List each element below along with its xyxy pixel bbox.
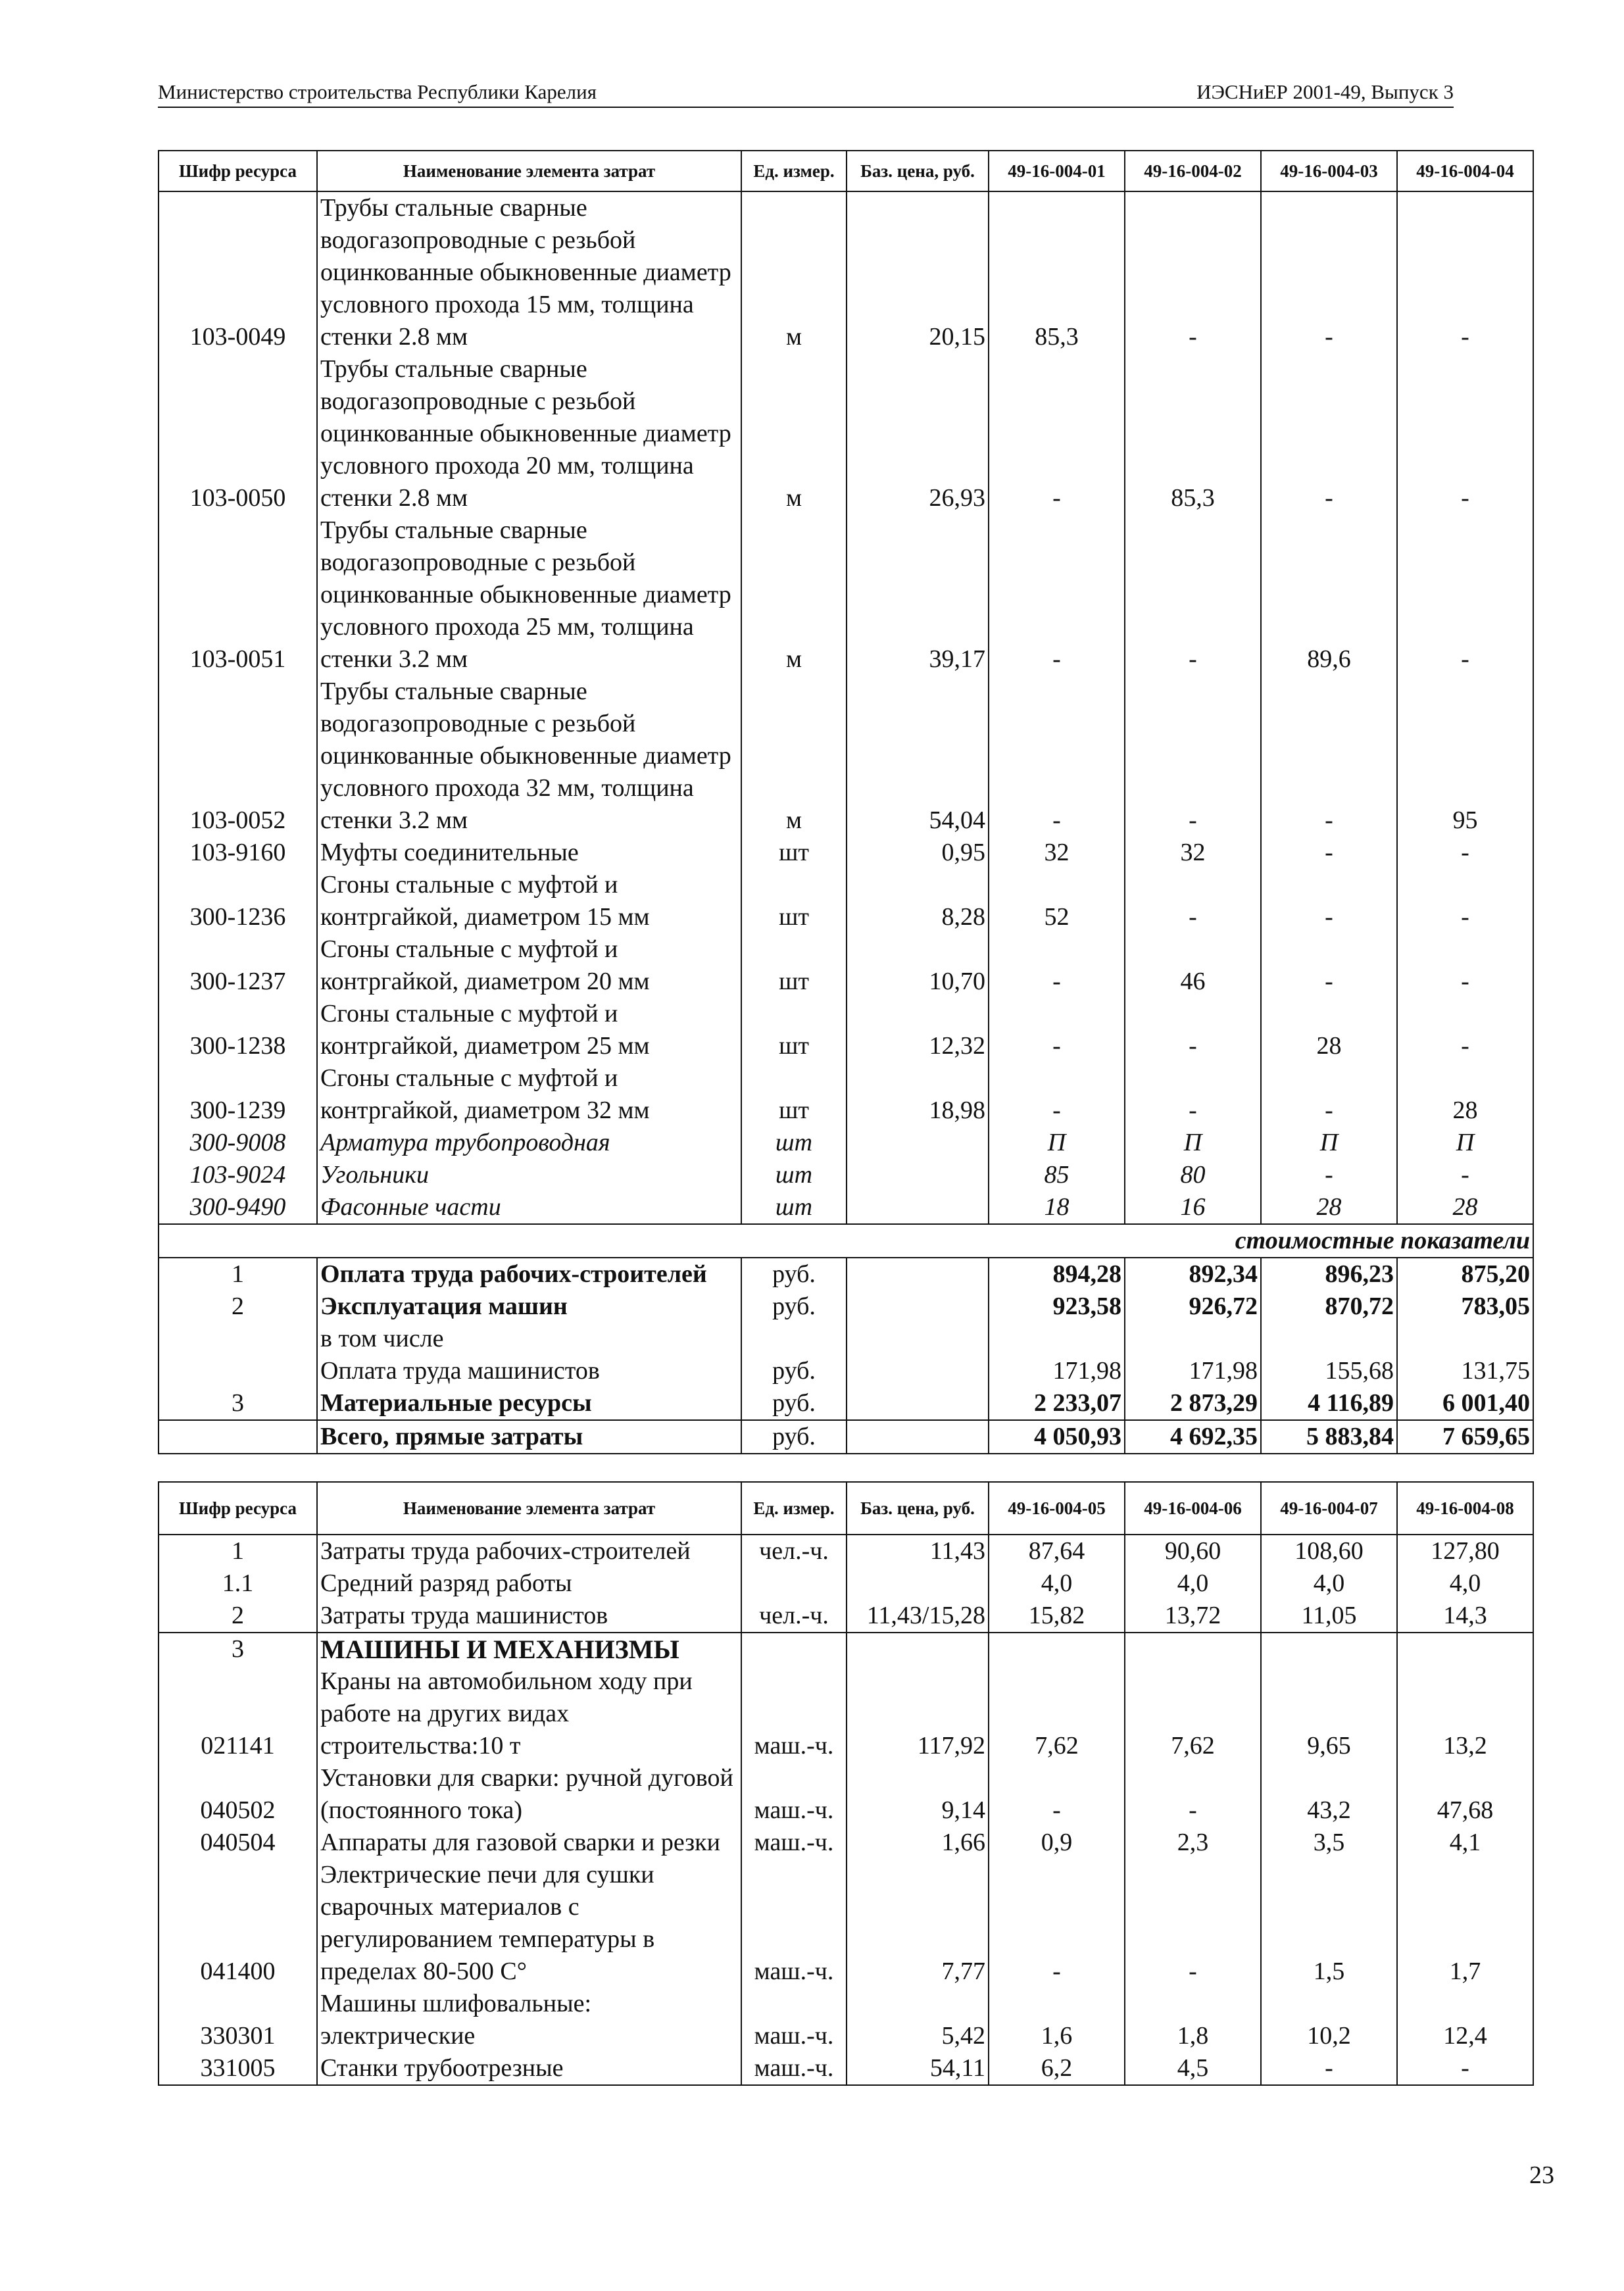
unit-of-measure: маш.-ч. xyxy=(741,1762,847,1827)
norm-value: 1,6 xyxy=(989,1988,1125,2052)
norm-value: 108,60 xyxy=(1261,1535,1397,1567)
empty-cell xyxy=(989,1633,1125,1665)
norm-value: - xyxy=(1397,869,1533,933)
norm-value: 4,5 xyxy=(1125,2052,1261,2085)
col-header: 49-16-004-08 xyxy=(1397,1482,1533,1535)
table-row xyxy=(159,1827,1533,1859)
cost-element-name: Установки для сварки: ручной дуговой (постоянного тока) xyxy=(317,1762,741,1827)
table-row xyxy=(159,1988,1533,2052)
norm-value: 2 873,29 xyxy=(1125,1387,1261,1420)
norm-value: 10,2 xyxy=(1261,1988,1397,2052)
norm-value: - xyxy=(1397,2052,1533,2085)
table-row xyxy=(159,1567,1533,1600)
norm-value: 4,0 xyxy=(989,1567,1125,1600)
unit-of-measure: шт xyxy=(741,869,847,933)
norm-value: 7 659,65 xyxy=(1397,1420,1533,1454)
norm-value: 13,72 xyxy=(1125,1600,1261,1633)
norm-value xyxy=(1125,1323,1261,1355)
norm-value: - xyxy=(1125,191,1261,353)
norm-value: 85 xyxy=(989,1159,1125,1191)
resource-code: 103-9024 xyxy=(159,1159,317,1191)
norm-value: - xyxy=(1125,869,1261,933)
base-price: 11,43 xyxy=(847,1535,989,1567)
resource-code: 300-1236 xyxy=(159,869,317,933)
norm-value: 155,68 xyxy=(1261,1355,1397,1387)
norm-value: 5 883,84 xyxy=(1261,1420,1397,1454)
base-price: 54,04 xyxy=(847,676,989,837)
norm-value: 16 xyxy=(1125,1191,1261,1224)
cost-element-name: Угольники xyxy=(317,1159,741,1191)
norm-value: 896,23 xyxy=(1261,1258,1397,1291)
norm-value: - xyxy=(1261,353,1397,514)
cost-element-name: Арматура трубопроводная xyxy=(317,1127,741,1159)
resource-code: 103-9160 xyxy=(159,837,317,869)
norm-value: 4 692,35 xyxy=(1125,1420,1261,1454)
norm-value: 6,2 xyxy=(989,2052,1125,2085)
norm-value: - xyxy=(1261,837,1397,869)
cost-indicators-caption-row xyxy=(159,1224,1533,1258)
base-price: 10,70 xyxy=(847,933,989,998)
norm-value: 875,20 xyxy=(1397,1258,1533,1291)
resource-code: 021141 xyxy=(159,1665,317,1762)
cost-element-name: Аппараты для газовой сварки и резки xyxy=(317,1827,741,1859)
cost-element-name: Краны на автомобильном ходу при работе на других видах строительства:10 т xyxy=(317,1665,741,1762)
empty-cell xyxy=(1125,1633,1261,1665)
unit-of-measure xyxy=(741,1567,847,1600)
section-title: МАШИНЫ И МЕХАНИЗМЫ xyxy=(317,1633,741,1665)
norm-value: - xyxy=(1125,676,1261,837)
norm-value: 4,0 xyxy=(1125,1567,1261,1600)
empty-cell xyxy=(1397,1633,1533,1665)
norm-value: - xyxy=(1261,869,1397,933)
unit-of-measure: руб. xyxy=(741,1387,847,1420)
resource-code: 040504 xyxy=(159,1827,317,1859)
unit-of-measure: чел.-ч. xyxy=(741,1600,847,1633)
col-header: 49-16-004-03 xyxy=(1261,151,1397,191)
cost-element-name: Оплата труда машинистов xyxy=(317,1355,741,1387)
unit-of-measure: чел.-ч. xyxy=(741,1535,847,1567)
resource-table-1 xyxy=(158,150,1534,1454)
resource-code: 2 xyxy=(159,1291,317,1323)
cost-element-name: Всего, прямые затраты xyxy=(317,1420,741,1454)
norm-value: - xyxy=(1397,933,1533,998)
col-header: 49-16-004-02 xyxy=(1125,151,1261,191)
page-number: 23 xyxy=(1529,2161,1554,2189)
table-row xyxy=(159,1291,1533,1323)
unit-of-measure: шт xyxy=(741,1127,847,1159)
norm-value xyxy=(989,1323,1125,1355)
col-header: Ед. измер. xyxy=(741,151,847,191)
norm-value: 4,1 xyxy=(1397,1827,1533,1859)
norm-value: - xyxy=(1125,1062,1261,1127)
norm-value: П xyxy=(1261,1127,1397,1159)
norm-value: 923,58 xyxy=(989,1291,1125,1323)
norm-value: - xyxy=(1261,1062,1397,1127)
table-row xyxy=(159,1665,1533,1762)
norm-value: 1,5 xyxy=(1261,1859,1397,1988)
norm-value: 0,9 xyxy=(989,1827,1125,1859)
cost-element-name: Машины шлифовальные: электрические xyxy=(317,1988,741,2052)
resource-code: 040502 xyxy=(159,1762,317,1827)
resource-code: 2 xyxy=(159,1600,317,1633)
unit-of-measure: шт xyxy=(741,1062,847,1127)
base-price: 5,42 xyxy=(847,1988,989,2052)
table-row xyxy=(159,1355,1533,1387)
unit-of-measure xyxy=(741,1323,847,1355)
norm-value xyxy=(1397,1323,1533,1355)
unit-of-measure: маш.-ч. xyxy=(741,1665,847,1762)
ministry-title: Министерство строительства Республики Карелия xyxy=(158,80,597,103)
resource-code: 300-1238 xyxy=(159,998,317,1062)
col-header: Наименование элемента затрат xyxy=(317,151,741,191)
norm-value: - xyxy=(1261,676,1397,837)
norm-value: 12,4 xyxy=(1397,1988,1533,2052)
unit-of-measure: руб. xyxy=(741,1420,847,1454)
norm-value: П xyxy=(1125,1127,1261,1159)
norm-value: - xyxy=(989,1859,1125,1988)
cost-indicators-caption: стоимостные показатели xyxy=(159,1224,1533,1258)
base-price: 9,14 xyxy=(847,1762,989,1827)
norm-value: - xyxy=(1125,1859,1261,1988)
norm-value: 4,0 xyxy=(1397,1567,1533,1600)
norm-value: 11,05 xyxy=(1261,1600,1397,1633)
norm-value: 4 116,89 xyxy=(1261,1387,1397,1420)
resource-code: 331005 xyxy=(159,2052,317,2085)
table-header-row xyxy=(159,151,1533,191)
norm-value: - xyxy=(1397,191,1533,353)
resource-code: 300-9008 xyxy=(159,1127,317,1159)
empty-cell xyxy=(847,1633,989,1665)
base-price: 20,15 xyxy=(847,191,989,353)
empty-cell xyxy=(741,1633,847,1665)
norm-value: 47,68 xyxy=(1397,1762,1533,1827)
norm-value: 7,62 xyxy=(1125,1665,1261,1762)
unit-of-measure: шт xyxy=(741,933,847,998)
col-header: Баз. цена, руб. xyxy=(847,1482,989,1535)
cost-element-name: Затраты труда рабочих-строителей xyxy=(317,1535,741,1567)
base-price xyxy=(847,1420,989,1454)
norm-value: 9,65 xyxy=(1261,1665,1397,1762)
resource-code: 041400 xyxy=(159,1859,317,1988)
table-row xyxy=(159,1420,1533,1454)
norm-value: 892,34 xyxy=(1125,1258,1261,1291)
resource-code xyxy=(159,1420,317,1454)
norm-value: - xyxy=(1261,933,1397,998)
base-price xyxy=(847,1258,989,1291)
table-row xyxy=(159,191,1533,353)
unit-of-measure: руб. xyxy=(741,1355,847,1387)
norm-value: 4 050,93 xyxy=(989,1420,1125,1454)
unit-of-measure: шт xyxy=(741,1191,847,1224)
col-header: 49-16-004-05 xyxy=(989,1482,1125,1535)
base-price: 1,66 xyxy=(847,1827,989,1859)
norm-value: 28 xyxy=(1397,1062,1533,1127)
resource-code: 103-0051 xyxy=(159,514,317,676)
base-price xyxy=(847,1159,989,1191)
cost-element-name: в том числе xyxy=(317,1323,741,1355)
table-row xyxy=(159,998,1533,1062)
norm-value: 2,3 xyxy=(1125,1827,1261,1859)
norm-value: 3,5 xyxy=(1261,1827,1397,1859)
norm-value: 46 xyxy=(1125,933,1261,998)
unit-of-measure: м xyxy=(741,191,847,353)
norm-value: - xyxy=(1261,2052,1397,2085)
col-header: 49-16-004-06 xyxy=(1125,1482,1261,1535)
col-header: Наименование элемента затрат xyxy=(317,1482,741,1535)
cost-element-name: Сгоны стальные с муфтой и контргайкой, диаметром 32 мм xyxy=(317,1062,741,1127)
norm-value: 7,62 xyxy=(989,1665,1125,1762)
norm-value: 6 001,40 xyxy=(1397,1387,1533,1420)
norm-value: П xyxy=(989,1127,1125,1159)
table-row xyxy=(159,933,1533,998)
section-row xyxy=(159,1633,1533,1665)
unit-of-measure: шт xyxy=(741,998,847,1062)
norm-value: 28 xyxy=(1261,998,1397,1062)
base-price: 7,77 xyxy=(847,1859,989,1988)
table-row xyxy=(159,1258,1533,1291)
norm-value: 2 233,07 xyxy=(989,1387,1125,1420)
norm-value: 28 xyxy=(1397,1191,1533,1224)
norm-value: 131,75 xyxy=(1397,1355,1533,1387)
cost-element-name: Материальные ресурсы xyxy=(317,1387,741,1420)
table-row xyxy=(159,353,1533,514)
col-header: 49-16-004-01 xyxy=(989,151,1125,191)
base-price: 8,28 xyxy=(847,869,989,933)
norm-value: - xyxy=(989,676,1125,837)
cost-element-name: Сгоны стальные с муфтой и контргайкой, диаметром 15 мм xyxy=(317,869,741,933)
base-price xyxy=(847,1355,989,1387)
norm-value: П xyxy=(1397,1127,1533,1159)
table-header-row xyxy=(159,1482,1533,1535)
cost-element-name: Затраты труда машинистов xyxy=(317,1600,741,1633)
table-row xyxy=(159,514,1533,676)
cost-element-name: Эксплуатация машин xyxy=(317,1291,741,1323)
norm-value: 127,80 xyxy=(1397,1535,1533,1567)
norm-value: 4,0 xyxy=(1261,1567,1397,1600)
norm-value: 89,6 xyxy=(1261,514,1397,676)
norm-value: 926,72 xyxy=(1125,1291,1261,1323)
cost-element-name: Оплата труда рабочих-строителей xyxy=(317,1258,741,1291)
cost-element-name: Сгоны стальные с муфтой и контргайкой, диаметром 20 мм xyxy=(317,933,741,998)
cost-element-name: Трубы стальные сварные водогазопроводные с резьбой оцинкованные обыкновенные диаметр условного прохода 20 мм, толщина стенки 2.8 мм xyxy=(317,353,741,514)
unit-of-measure: шт xyxy=(741,837,847,869)
unit-of-measure: маш.-ч. xyxy=(741,1988,847,2052)
base-price xyxy=(847,1323,989,1355)
document-code: ИЭСНиЕР 2001-49, Выпуск 3 xyxy=(1196,80,1454,103)
table-row xyxy=(159,1323,1533,1355)
empty-cell xyxy=(1261,1633,1397,1665)
norm-value: - xyxy=(989,933,1125,998)
base-price xyxy=(847,1191,989,1224)
cost-element-name: Муфты соединительные xyxy=(317,837,741,869)
norm-value: - xyxy=(989,998,1125,1062)
norm-value: 783,05 xyxy=(1397,1291,1533,1323)
norm-value: - xyxy=(989,353,1125,514)
resource-code: 300-1237 xyxy=(159,933,317,998)
col-header: Баз. цена, руб. xyxy=(847,151,989,191)
norm-value: 894,28 xyxy=(989,1258,1125,1291)
table-row xyxy=(159,1535,1533,1567)
norm-value: 43,2 xyxy=(1261,1762,1397,1827)
table-row xyxy=(159,2052,1533,2085)
norm-value: - xyxy=(989,1762,1125,1827)
norm-value: 32 xyxy=(1125,837,1261,869)
cost-element-name: Сгоны стальные с муфтой и контргайкой, диаметром 25 мм xyxy=(317,998,741,1062)
base-price: 18,98 xyxy=(847,1062,989,1127)
base-price: 0,95 xyxy=(847,837,989,869)
norm-value: 14,3 xyxy=(1397,1600,1533,1633)
col-header: Шифр ресурса xyxy=(159,151,317,191)
norm-value: 1,8 xyxy=(1125,1988,1261,2052)
norm-value: 870,72 xyxy=(1261,1291,1397,1323)
table-row xyxy=(159,1159,1533,1191)
section-code: 3 xyxy=(159,1633,317,1665)
col-header: Шифр ресурса xyxy=(159,1482,317,1535)
resource-code: 330301 xyxy=(159,1988,317,2052)
table-row xyxy=(159,1600,1533,1633)
resource-code: 300-1239 xyxy=(159,1062,317,1127)
norm-value: 18 xyxy=(989,1191,1125,1224)
table-row xyxy=(159,837,1533,869)
base-price xyxy=(847,1567,989,1600)
resource-table-2 xyxy=(158,1481,1534,2086)
norm-value: - xyxy=(1397,998,1533,1062)
unit-of-measure: м xyxy=(741,676,847,837)
resource-code: 1.1 xyxy=(159,1567,317,1600)
unit-of-measure: м xyxy=(741,353,847,514)
page-header xyxy=(158,78,1454,108)
resource-code: 103-0049 xyxy=(159,191,317,353)
norm-value: - xyxy=(1397,353,1533,514)
norm-value: - xyxy=(989,1062,1125,1127)
table-row xyxy=(159,1387,1533,1420)
cost-element-name: Фасонные части xyxy=(317,1191,741,1224)
base-price: 11,43/15,28 xyxy=(847,1600,989,1633)
norm-value: 28 xyxy=(1261,1191,1397,1224)
norm-value: - xyxy=(1125,514,1261,676)
base-price: 26,93 xyxy=(847,353,989,514)
table-row xyxy=(159,1859,1533,1988)
norm-value: 171,98 xyxy=(1125,1355,1261,1387)
col-header: 49-16-004-07 xyxy=(1261,1482,1397,1535)
unit-of-measure: маш.-ч. xyxy=(741,1859,847,1988)
resource-code: 300-9490 xyxy=(159,1191,317,1224)
table-row xyxy=(159,1127,1533,1159)
table-row xyxy=(159,1191,1533,1224)
resource-code: 103-0052 xyxy=(159,676,317,837)
resource-code xyxy=(159,1323,317,1355)
base-price: 117,92 xyxy=(847,1665,989,1762)
norm-value: 87,64 xyxy=(989,1535,1125,1567)
col-header: 49-16-004-04 xyxy=(1397,151,1533,191)
cost-element-name: Трубы стальные сварные водогазопроводные с резьбой оцинкованные обыкновенные диаметр условного прохода 15 мм, толщина стенки 2.8 мм xyxy=(317,191,741,353)
resource-code: 1 xyxy=(159,1535,317,1567)
base-price: 39,17 xyxy=(847,514,989,676)
resource-code: 1 xyxy=(159,1258,317,1291)
resource-code: 103-0050 xyxy=(159,353,317,514)
norm-value: - xyxy=(1261,191,1397,353)
table-row xyxy=(159,1062,1533,1127)
cost-element-name: Трубы стальные сварные водогазопроводные с резьбой оцинкованные обыкновенные диаметр условного прохода 25 мм, толщина стенки 3.2 мм xyxy=(317,514,741,676)
norm-value xyxy=(1261,1323,1397,1355)
unit-of-measure: шт xyxy=(741,1159,847,1191)
col-header: Ед. измер. xyxy=(741,1482,847,1535)
base-price: 12,32 xyxy=(847,998,989,1062)
norm-value: 80 xyxy=(1125,1159,1261,1191)
norm-value: - xyxy=(1125,1762,1261,1827)
cost-element-name: Электрические печи для сушки сварочных материалов с регулированием температуры в пределах 80-500 С° xyxy=(317,1859,741,1988)
norm-value: - xyxy=(1397,1159,1533,1191)
norm-value: 13,2 xyxy=(1397,1665,1533,1762)
norm-value: - xyxy=(1125,998,1261,1062)
norm-value: - xyxy=(1397,514,1533,676)
resource-code xyxy=(159,1355,317,1387)
norm-value: 15,82 xyxy=(989,1600,1125,1633)
cost-element-name: Средний разряд работы xyxy=(317,1567,741,1600)
cost-element-name: Трубы стальные сварные водогазопроводные с резьбой оцинкованные обыкновенные диаметр условного прохода 32 мм, толщина стенки 3.2 мм xyxy=(317,676,741,837)
table-row xyxy=(159,869,1533,933)
norm-value: 171,98 xyxy=(989,1355,1125,1387)
norm-value: - xyxy=(989,514,1125,676)
base-price xyxy=(847,1291,989,1323)
norm-value: - xyxy=(1261,1159,1397,1191)
norm-value: 1,7 xyxy=(1397,1859,1533,1988)
unit-of-measure: м xyxy=(741,514,847,676)
norm-value: 85,3 xyxy=(989,191,1125,353)
base-price: 54,11 xyxy=(847,2052,989,2085)
norm-value: 32 xyxy=(989,837,1125,869)
norm-value: 95 xyxy=(1397,676,1533,837)
resource-code: 3 xyxy=(159,1387,317,1420)
table-row xyxy=(159,676,1533,837)
norm-value: 52 xyxy=(989,869,1125,933)
cost-element-name: Станки трубоотрезные xyxy=(317,2052,741,2085)
unit-of-measure: маш.-ч. xyxy=(741,1827,847,1859)
norm-value: 90,60 xyxy=(1125,1535,1261,1567)
base-price xyxy=(847,1387,989,1420)
unit-of-measure: руб. xyxy=(741,1291,847,1323)
unit-of-measure: маш.-ч. xyxy=(741,2052,847,2085)
norm-value: - xyxy=(1397,837,1533,869)
table-row xyxy=(159,1762,1533,1827)
norm-value: 85,3 xyxy=(1125,353,1261,514)
base-price xyxy=(847,1127,989,1159)
unit-of-measure: руб. xyxy=(741,1258,847,1291)
